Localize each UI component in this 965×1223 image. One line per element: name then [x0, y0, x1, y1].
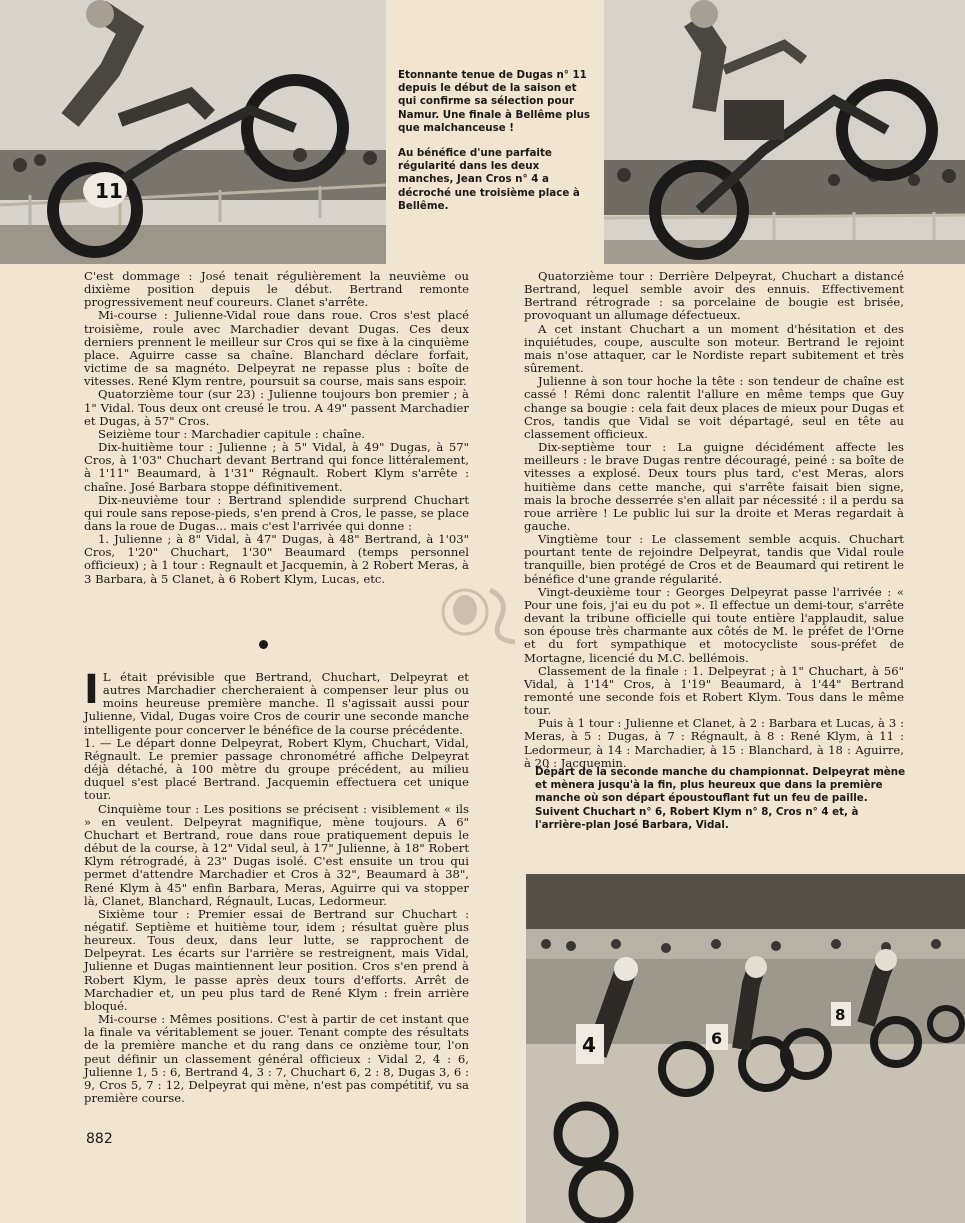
number-plate-8: 8 [835, 1006, 846, 1024]
paragraph: Cinquième tour : Les positions se précisent : visiblement « ils » en veulent. Delpeyrat magnifique, mène toujours. A 6" Chuchart et Bertrand, roue dans roue pratiquement depuis le début de la course, à 12" Vidal seul, à 17" Julienne, à 18" Robert Klym rétrogradé, à 23" Dugas isolé. C'est ensuite un trou qui permet d'attendre Marchadier et Cros à 32", Beaumard à 38", René Klym à 45" enfin Barbara, Meras, Aguirre qui va stopper là, Clanet, Blanchard, Régnault, Lucas, Ledormeur. [84, 801, 469, 908]
page-number: 882 [86, 1131, 113, 1147]
right-column [524, 270, 904, 770]
drop-cap: I [84, 667, 99, 713]
number-plate-6: 6 [711, 1029, 723, 1048]
paragraph: A cet instant Chuchart a un moment d'hésitation et des inquiétudes, coupe, ausculte son moteur. Bertrand le rejoint mais n'ose attaquer, car le Nordiste repart subitement et très sûrement. [524, 321, 904, 376]
photo-race-start [526, 874, 965, 1223]
paragraph: Mi-course : Mêmes positions. C'est à partir de cet instant que la finale va véritablement se jouer. Tenant compte des résultats de la première manche et du rang dans ce onzième tour, l'on peut définir un classement général officieux : Vidal 2, 4 : 6, Julienne 1, 5 : 6, Bertrand 4, 3 : 7, Chuchart 6, 2 : 8, Dugas 3, 6 : 9, Cros 5, 7 : 12, Delpeyrat qui mène, n'est pas compétitif, vu sa première course. [84, 1012, 469, 1105]
left-column-upper [84, 270, 469, 586]
top-captions [398, 69, 598, 225]
left-column-lower [84, 667, 469, 1105]
paragraph: Dix-septième tour : La guigne décidément affecte les meilleurs : le brave Dugas rentre découragé, peiné : sa boîte de vitesses a explosé. Deux tours plus tard, c'est Meras, alors huitième dans cette manche, qui s'arrête faisait bien signe, mais la broche desserrée s'en allait par nécessité : il a perdu sa roue arrière ! Le public lui sur la droite et Meras regardait à gauche. [524, 440, 904, 533]
paragraph: Classement de la finale : 1. Delpeyrat ; à 1" Chuchart, à 56" Vidal, à 1'14" Cros, à 1'19" Beaumard, à 1'44" Bertrand remonté une seconde fois et Robert Klym. Tous dans le même tour. [524, 663, 904, 718]
caption-dugas: Etonnante tenue de Dugas n° 11 depuis le début de la saison et qui confirme sa sélection pour Namur. Une finale à Bellême plus que malchanceuse ! [398, 69, 591, 134]
paragraph: Dix-neuvième tour : Bertrand splendide surprend Chuchart qui roule sans repose-pieds, s'en prend à Cros, le passe, se place dans la roue de Dugas... mais c'est l'arrivée qui donne : [84, 492, 469, 533]
paragraph: Seizième tour : Marchadier capitule : chaîne. [98, 426, 366, 441]
paragraph: Quatorzième tour (sur 23) : Julienne toujours bon premier ; à 1" Vidal. Tous deux ont creusé le trou. A 49" passent Marchadier et Dugas, à 57" Cros. [84, 387, 469, 428]
intro-text: L était prévisible que Bertrand, Chuchart, Delpeyrat et autres Marchadier chercheraient à compenser leur plus ou moins heureuse première manche. Il s'agissait aussi pour Julienne, Vidal, Dugas voire Cros de courir une seconde manche intelligente pour concerver le bénéfice de la course précédente. [84, 670, 469, 737]
dugas-number: 11 [95, 179, 123, 203]
paragraph: 1. — Le départ donne Delpeyrat, Robert Klym, Chuchart, Vidal, Régnault. Le premier passage chronométré affiche Delpeyrat déjà détaché, à 100 mètre du groupe précédent, au milieu duquel s'est placé Bertrand. Jacquemin effectuera cet unique tour. [84, 735, 469, 803]
caption-cros: Au bénéfice d'une parfaite régularité dans les deux manches, Jean Cros n° 4 a décroché une troisième place à Bellême. [398, 147, 580, 212]
paragraph: Julienne à son tour hoche la tête : son tendeur de chaîne est cassé ! Rémi donc ralentit l'allure en même temps que Guy change sa bougie : cela fait deux places de mieux pour Dugas et Cros, tandis que Vidal se voit départagé, seul en tête au classement officieux. [524, 374, 904, 441]
paragraph: 1. Julienne ; à 8" Vidal, à 47" Dugas, à 48" Bertrand, à 1'03" Cros, 1'20" Chuchart, 1'30" Beaumard (temps personnel officieux) ; à 1 tour : Regnault et Jacquemin, à 2 Robert Meras, à 3 Barbara, à 5 Clanet, à 6 Robert Klym, Lucas, etc. [84, 532, 469, 586]
watermark-stamp [430, 580, 525, 650]
paragraph: Vingtième tour : Le classement semble acquis. Chuchart pourtant tente de rejoindre Delpeyrat, tandis que Vidal roule tranquille, bien protégé de Cros et de Beaumard qui retirent le bénéfice d'une grande régularité. [524, 532, 904, 586]
paragraph: Puis à 1 tour : Julienne et Clanet, à 2 : Barbara et Lucas, à 3 : Meras, à 5 : Dugas, à 7 : Régnault, à 8 : René Klym, à 11 : Ledormeur, à 14 : Marchadier, à 15 : Blanchard, à 18 : Aguirre, à 20 : Jacquemin. [524, 716, 904, 770]
bottom-caption [535, 766, 907, 844]
caption-start: Départ de la seconde manche du championnat. Delpeyrat mène et mènera jusqu'à la fin, plus heureux que dans la première manche où son départ époustouflant fut un feu de paille. Suivent Chuchart n° 6, Robert Klym n° 8, Cros n° 4 et, à l'arrière-plan José Barbara, Vidal. [535, 766, 906, 831]
paragraph: C'est dommage : José tenait régulièrement la neuvième ou dixième position depuis le début. Bertrand remonte progressivement neuf coureurs. Clanet s'arrête. [84, 269, 469, 310]
paragraph: Mi-course : Julienne-Vidal roue dans roue. Cros s'est placé troisième, roule avec Marchadier devant Dugas. Ces deux derniers prennent le meilleur sur Cros qui se fixe à la cinquième place. Aguirre casse sa chaîne. Blanchard déclare forfait, victime de sa magnéto. Delpeyrat ne repasse plus : boîte de vitesses. René Klym rentre, poursuit sa course, mais sans espoir. [84, 308, 469, 389]
number-plate-4: 4 [582, 1033, 596, 1057]
photo-cros-wheelie [604, 0, 965, 264]
paragraph: Vingt-deuxième tour : Georges Delpeyrat passe l'arrivée : « Pour une fois, j'ai eu du pot ». Il effectue un demi-tour, s'arrête devant la tribune officielle qui toute entière l'applaudit, salue son épouse très charmante aux côtés de M. le préfet de l'Orne et du fort sympathique et motocycliste sous-préfet de Mortagne, licencié du M.C. bellémois. [524, 584, 904, 665]
paragraph: Quatorzième tour : Derrière Delpeyrat, Chuchart a distancé Bertrand, lequel semble avoir des ennuis. Effectivement Bertrand rétrograde : sa porcelaine de bougie est brisée, provoquant un allumage défectueux. [524, 269, 904, 323]
paragraph: Dix-huitième tour : Julienne ; à 5" Vidal, à 49" Dugas, à 57" Cros, à 1'03" Chuchart devant Bertrand qui fonce littéralement, à 1'11" Beaumard, à 1'31" Régnault. Robert Klym s'arrête : chaîne. José Barbara stoppe définitivement. [84, 440, 469, 494]
photo-dugas-wheelie [0, 0, 386, 264]
paragraph-intro [84, 667, 469, 737]
section-bullet [259, 640, 268, 649]
paragraph: Sixième tour : Premier essai de Bertrand sur Chuchart : négatif. Septième et huitième tour, idem ; résultat guère plus heureux. Tous deux, dans leur lutte, se rapprochent de Delpeyrat. Les écarts sur l'arrière se restreignent, mais Vidal, Julienne et Dugas maintiennent leur position. Cros s'en prend à Robert Klym, le passe après deux tours d'efforts. Arrêt de Marchadier et, un peu plus tard de René Klym : frein arrière bloqué. [84, 906, 469, 1013]
